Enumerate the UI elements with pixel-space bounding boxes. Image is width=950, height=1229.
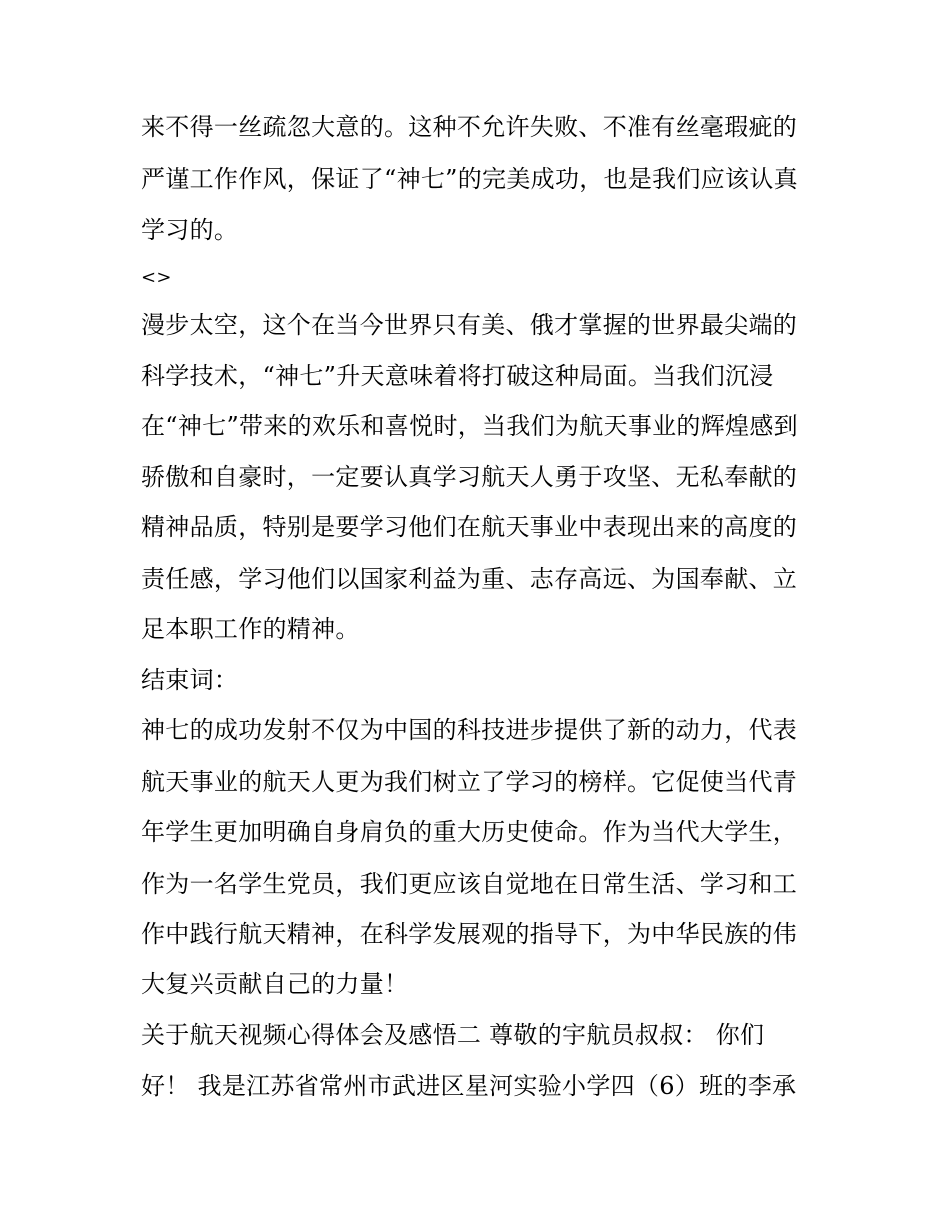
text-line: 来不得一丝疏忽大意的。这种不允许失败、不准有丝毫瑕疵的 [141, 113, 798, 141]
section-heading: 结束词： [141, 666, 239, 694]
text-line: 关于航天视频心得体会及感悟二 尊敬的宇航员叔叔： 你们 [141, 1021, 765, 1049]
text-line: 足本职工作的精神。 [141, 615, 360, 643]
text-line: 漫步太空，这个在当今世界只有美、俄才掌握的世界最尖端的 [141, 311, 798, 339]
text-line: 科学技术，“神七”升天意味着将打破这种局面。当我们沉浸 [141, 362, 774, 390]
text-line: 大复兴贡献自己的力量！ [141, 970, 409, 998]
text-line: 精神品质，特别是要学习他们在航天事业中表现出来的高度的 [141, 513, 798, 541]
text-line: 在“神七”带来的欢乐和喜悦时，当我们为航天事业的辉煌感到 [141, 412, 798, 440]
text-line: 航天事业的航天人更为我们树立了学习的榜样。它促使当代青 [141, 768, 798, 796]
text-line-marker: <> [141, 267, 172, 288]
text-line: 年学生更加明确自身肩负的重大历史使命。作为当代大学生， [141, 818, 798, 846]
text-line: 神七的成功发射不仅为中国的科技进步提供了新的动力，代表 [141, 716, 798, 744]
text-line: 作中践行航天精神，在科学发展观的指导下，为中华民族的伟 [141, 920, 798, 948]
text-line: 好！ 我是江苏省常州市武进区星河实验小学四（6）班的李承 [141, 1072, 797, 1100]
text-line: 学习的。 [141, 216, 239, 244]
text-line: 责任感，学习他们以国家利益为重、志存高远、为国奉献、立 [141, 565, 798, 593]
text-line: 作为一名学生党员，我们更应该自觉地在日常生活、学习和工 [141, 870, 798, 898]
text-line: 骄傲和自豪时，一定要认真学习航天人勇于攻坚、无私奉献的 [141, 463, 798, 491]
text-line: 严谨工作作风，保证了“神七”的完美成功，也是我们应该认真 [141, 165, 798, 193]
